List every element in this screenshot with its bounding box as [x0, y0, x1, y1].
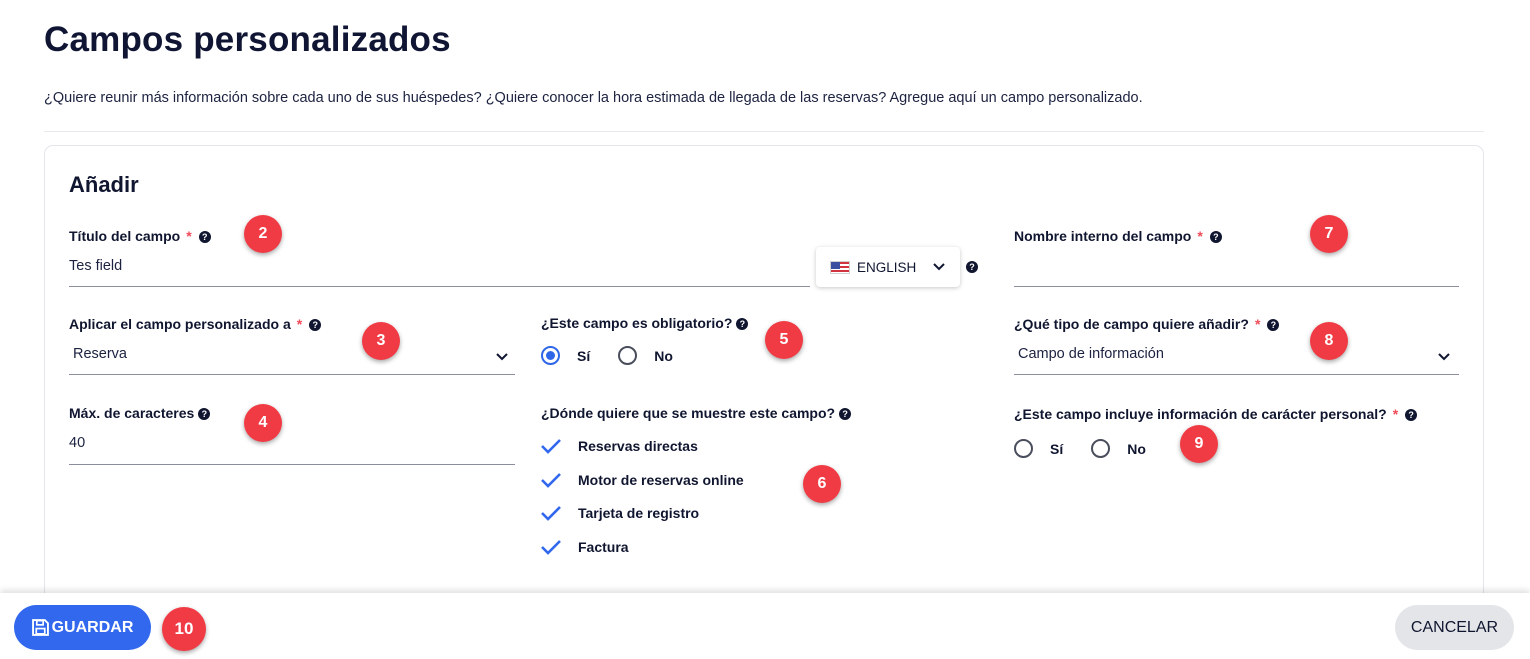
internal-name-label: Nombre interno del campo * ?: [1014, 228, 1222, 244]
mandatory-yes-label: Sí: [577, 347, 591, 364]
required-mark: *: [186, 228, 192, 244]
help-icon[interactable]: ?: [1267, 319, 1279, 331]
help-icon[interactable]: ?: [1405, 409, 1417, 421]
language-select[interactable]: [816, 247, 960, 287]
annotation-badge: 6: [803, 465, 841, 503]
chevron-down-icon: [932, 259, 946, 273]
annotation-badge: 2: [244, 215, 282, 253]
apply-to-underline: [69, 374, 515, 375]
help-icon[interactable]: ?: [966, 261, 978, 273]
mandatory-label: ¿Este campo es obligatorio? ?: [541, 315, 748, 331]
field-type-select[interactable]: Campo de información: [1018, 346, 1164, 362]
check-icon: [540, 538, 562, 556]
display-where-label: ¿Dónde quiere que se muestre este campo? ?: [541, 405, 851, 421]
display-option-invoice[interactable]: Factura: [540, 538, 629, 556]
annotation-badge: 9: [1180, 425, 1218, 463]
mandatory-no-radio[interactable]: [618, 346, 637, 365]
footer-bar: [0, 593, 1530, 659]
annotation-badge: 10: [162, 607, 206, 651]
chevron-down-icon[interactable]: [1437, 349, 1451, 363]
chevron-down-icon[interactable]: [495, 349, 509, 363]
personal-info-yes-label: Sí: [1050, 440, 1064, 457]
personal-info-label: ¿Este campo incluye información de carácter personal? * ?: [1014, 406, 1417, 422]
required-mark: *: [1392, 406, 1399, 422]
help-icon[interactable]: ?: [1210, 231, 1222, 243]
display-option-online[interactable]: Motor de reservas online: [540, 471, 744, 489]
check-icon: [540, 504, 562, 522]
cancel-button[interactable]: CANCELAR: [1395, 605, 1514, 650]
divider: [44, 131, 1484, 132]
help-icon[interactable]: ?: [736, 318, 748, 330]
page-title: Campos personalizados: [44, 20, 451, 59]
field-type-label: ¿Qué tipo de campo quiere añadir? * ?: [1014, 316, 1279, 332]
max-chars-input[interactable]: 40: [69, 435, 86, 451]
max-chars-underline: [69, 464, 515, 465]
personal-info-yes-radio[interactable]: [1014, 439, 1033, 458]
help-icon[interactable]: ?: [198, 408, 210, 420]
page-description: ¿Quiere reunir más información sobre cada uno de sus huéspedes? ¿Quiere conocer la hora estimada de llegada de las reservas? Agregue aquí un campo personalizado.: [44, 90, 1143, 106]
personal-info-no-label: No: [1127, 440, 1146, 457]
field-title-input[interactable]: Tes field: [69, 258, 123, 274]
apply-to-select[interactable]: Reserva: [73, 346, 127, 362]
annotation-badge: 3: [362, 322, 400, 360]
display-option-direct[interactable]: Reservas directas: [540, 437, 698, 455]
annotation-badge: 8: [1310, 322, 1348, 360]
required-mark: *: [1254, 316, 1261, 332]
check-icon: [540, 437, 562, 455]
field-title-label: Título del campo * ?: [69, 228, 211, 244]
personal-info-no-radio[interactable]: [1091, 439, 1110, 458]
section-title: Añadir: [69, 172, 139, 197]
max-chars-label: Máx. de caracteres ?: [69, 405, 210, 421]
apply-to-label: Aplicar el campo personalizado a * ?: [69, 316, 321, 332]
required-mark: *: [296, 316, 303, 332]
internal-name-underline: [1014, 286, 1459, 287]
field-title-underline: [69, 286, 810, 287]
mandatory-yes-radio[interactable]: [541, 346, 560, 365]
save-icon: [32, 619, 49, 636]
required-mark: *: [1197, 228, 1203, 244]
help-icon[interactable]: ?: [199, 231, 211, 243]
annotation-badge: 7: [1310, 215, 1348, 253]
annotation-badge: 4: [244, 404, 282, 442]
help-icon[interactable]: ?: [839, 408, 851, 420]
annotation-badge: 5: [765, 321, 803, 359]
save-button-label: GUARDAR: [51, 618, 134, 636]
check-icon: [540, 471, 562, 489]
language-label: ENGLISH: [857, 259, 917, 275]
mandatory-radio-group: [541, 346, 701, 365]
display-option-registration[interactable]: Tarjeta de registro: [540, 504, 699, 522]
field-type-underline: [1014, 374, 1459, 375]
mandatory-no-label: No: [654, 347, 673, 364]
personal-info-radio-group: [1014, 439, 1174, 458]
save-button[interactable]: [14, 605, 151, 650]
flag-us-icon: [830, 261, 850, 274]
help-icon[interactable]: ?: [309, 319, 321, 331]
